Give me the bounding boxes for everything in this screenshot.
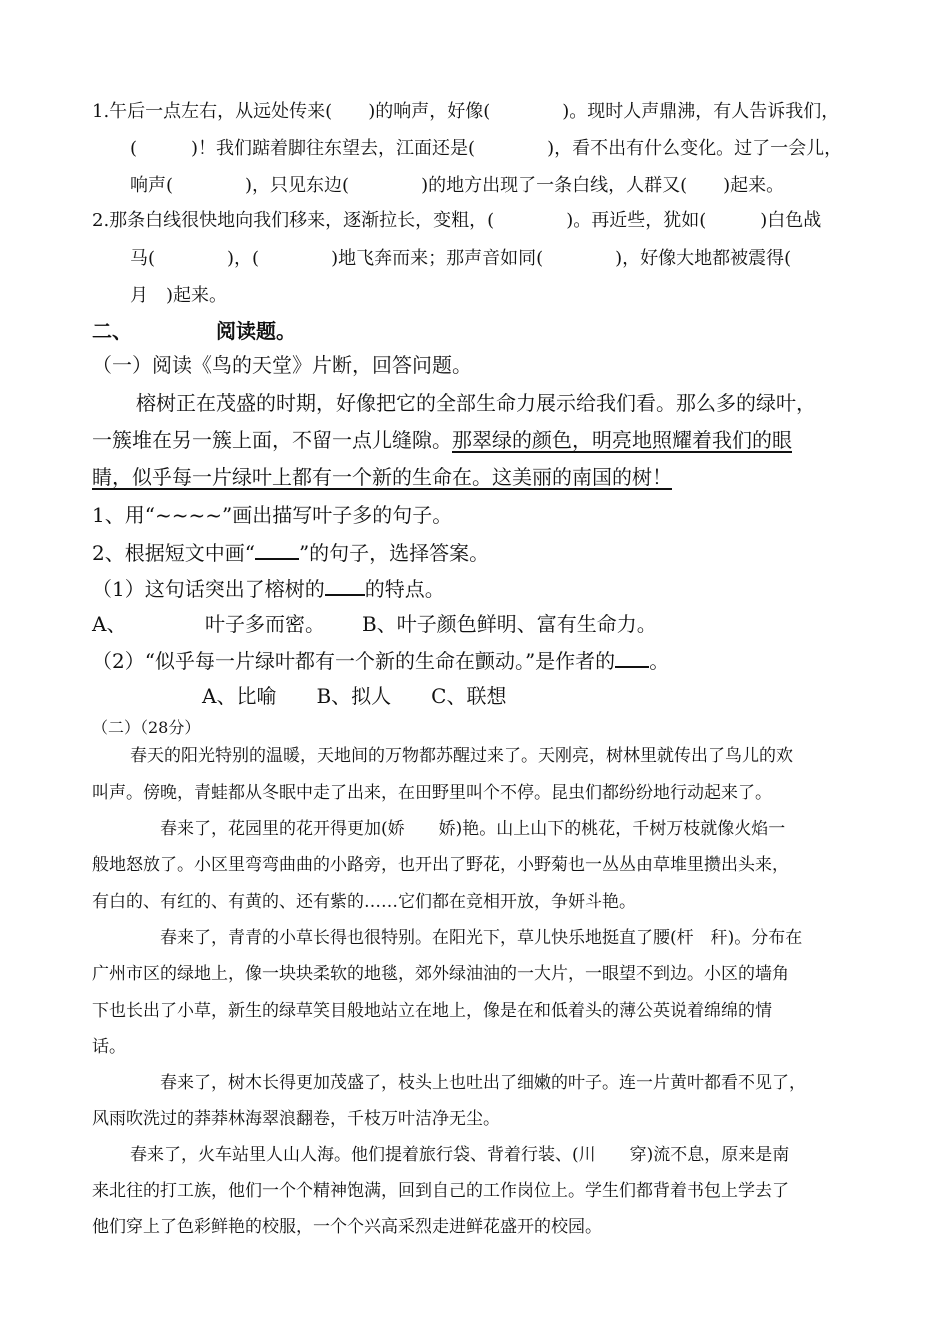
p1-line-2: 叫声。傍晚，青蛙都从冬眠中走了出来，在田野里叫个不停。昆虫们都纷纷地行动起来了。 — [92, 783, 772, 803]
question-2-1 — [92, 578, 445, 599]
subsection-2-heading: （二）（28分） — [92, 718, 201, 737]
q2-blank-underline — [255, 542, 299, 560]
subsection-1-heading: （一）阅读《鸟的天堂》片断，回答问题。 — [92, 353, 472, 377]
q1-line-3: 响声( )，只见东边( )的地方出现了一条白线，人群又( )起来。 — [130, 175, 785, 196]
q2-line-3: 月 )起来。 — [130, 285, 228, 306]
option-a-text: 叶子多而密。 — [205, 612, 325, 636]
q2-line-1: 2.那条白线很快地向我们移来，逐渐拉长，变粗，( )。再近些，犹如( )白色战 — [92, 210, 822, 231]
q2-2-text: （2）“似乎每一片绿叶都有一个新的生命在颤动。”是作者的 — [92, 649, 616, 673]
q2-2-blank[interactable] — [615, 650, 649, 668]
p3-line-4: 话。 — [92, 1037, 126, 1057]
q2-prefix: 2、根据短文中画“ — [92, 541, 255, 565]
q2-1-prefix: （1）这句话突出了榕树的 — [92, 577, 325, 601]
q1-line-2: ( )！我们踮着脚往东望去，江面还是( )，看不出有什么变化。过了一会儿， — [130, 138, 843, 159]
q2-1-suffix: 的特点。 — [364, 577, 445, 601]
p3-line-3: 下也长出了小草，新生的绿草笑目般地站立在地上，像是在和低着头的薄公英说着绵绵的情 — [92, 1001, 772, 1021]
reading-question-1: 1、用“~~~~”画出描写叶子多的句子。 — [92, 503, 453, 527]
passage-line-2-plain: 一簇堆在另一簇上面，不留一点儿缝隙。 — [92, 428, 452, 452]
p5-line-1: 春来了，火车站里人山人海。他们提着旅行袋、背着行装、(川 穿)流不息，原来是南 — [130, 1145, 790, 1165]
passage-line-3-underlined: 睛，似乎每一片绿叶上都有一个新的生命在。这美丽的南国的树！ — [92, 465, 672, 489]
q2-1-blank[interactable] — [325, 578, 365, 596]
q1-line-1: 1.午后一点左右，从远处传来( )的响声，好像( )。现时人声鼎沸，有人告诉我们， — [92, 101, 840, 122]
p5-line-3: 他们穿上了色彩鲜艳的校服，一个个兴高采烈走进鲜花盛开的校园。 — [92, 1217, 602, 1237]
passage-line-2-underlined: 那翠绿的颜色，明亮地照耀着我们的眼 — [452, 428, 792, 452]
reading-question-2 — [92, 542, 489, 563]
q2-line-2: 马( )，( )地飞奔而来；那声音如同( )，好像大地都被震得( — [130, 248, 792, 269]
p3-line-1: 春来了，青青的小草长得也很特别。在阳光下，草儿快乐地挺直了腰(杆 秆)。分布在 — [160, 928, 803, 948]
p2-line-2: 般地怒放了。小区里弯弯曲曲的小路旁，也开出了野花，小野菊也一丛丛由草堆里攒出头来， — [92, 855, 789, 875]
p4-line-2: 风雨吹洗过的莽莽林海翠浪翻卷，千枝万叶洁净无尘。 — [92, 1109, 500, 1129]
question-2-2-options: A、比喻 B、拟人 C、联想 — [202, 684, 507, 708]
q2-2-end: 。 — [649, 649, 670, 673]
q2-suffix: ”的句子，选择答案。 — [298, 541, 490, 565]
p2-line-1: 春来了，花园里的花开得更加(娇 娇)艳。山上山下的桃花，千树万枝就像火焰一 — [160, 819, 786, 839]
section-number: 二、 — [92, 319, 132, 343]
p2-line-3: 有白的、有红的、有黄的、还有紫的……它们都在竞相开放，争妍斗艳。 — [92, 892, 636, 912]
p5-line-2: 来北往的打工族，他们一个个精神饱满，回到自己的工作岗位上。学生们都背着书包上学去了 — [92, 1181, 789, 1201]
option-a-label: A、 — [92, 612, 127, 636]
question-2-2 — [92, 650, 669, 671]
section-title: 阅读题。 — [216, 319, 296, 343]
passage-line-1: 榕树正在茂盛的时期，好像把它的全部生命力展示给我们看。那么多的绿叶， — [136, 391, 816, 415]
passage-line-2 — [92, 430, 792, 450]
p3-line-2: 广州市区的绿地上，像一块块柔软的地毯，郊外绿油油的一大片，一眼望不到边。小区的墙角 — [92, 964, 789, 984]
p4-line-1: 春来了，树木长得更加茂盛了，枝头上也吐出了细嫩的叶子。连一片黄叶都看不见了， — [160, 1073, 806, 1093]
option-b-text: B、叶子颜色鲜明、富有生命力。 — [362, 612, 657, 636]
p1-line-1: 春天的阳光特别的温暖，天地间的万物都苏醒过来了。天刚亮，树林里就传出了鸟儿的欢 — [130, 746, 793, 766]
